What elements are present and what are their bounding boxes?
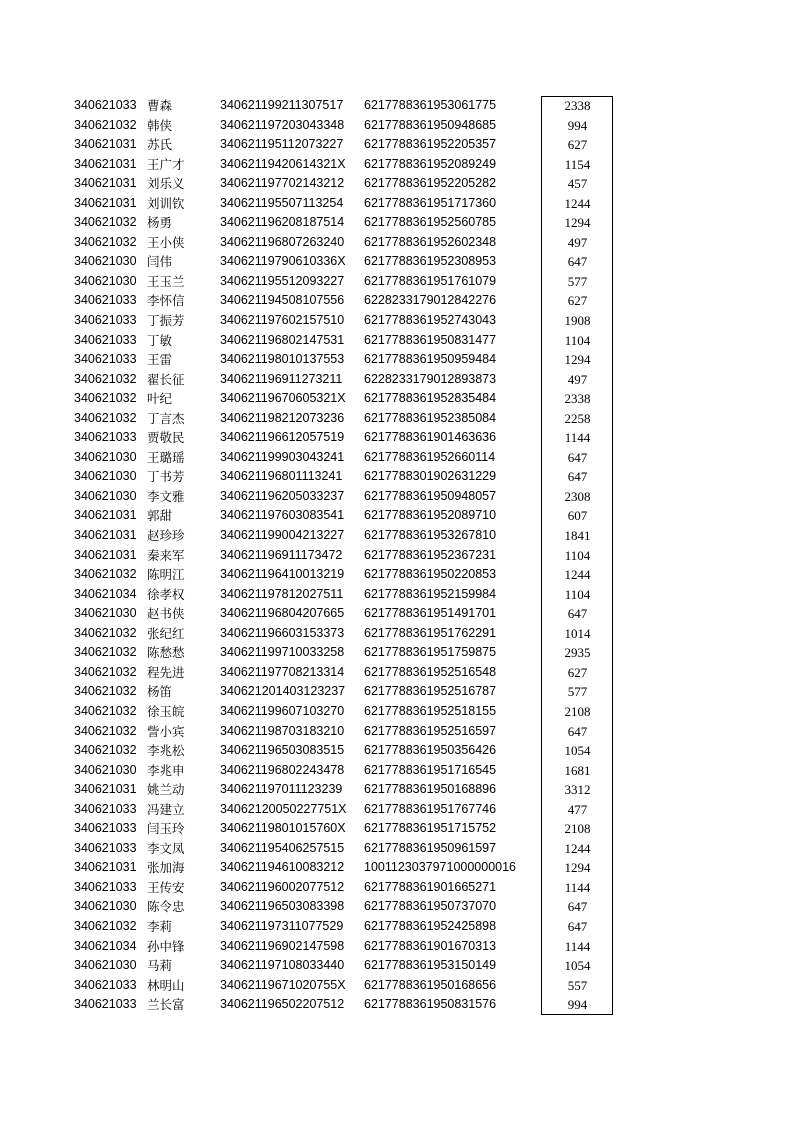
row-account-cell: 6217788361950737070 — [364, 899, 497, 914]
row-account-cell: 6217788361951762291 — [364, 625, 497, 640]
row-amount-cell: 647 — [567, 606, 588, 622]
row-id-number-cell: 340621199607103270 — [220, 703, 345, 718]
row-name-cell: 丁言杰 — [147, 410, 185, 426]
row-account-cell: 6228233179012893873 — [364, 371, 497, 386]
row-amount-cell: 647 — [567, 899, 588, 915]
row-code-cell: 340621032 — [74, 215, 137, 230]
row-amount-cell: 2308 — [564, 488, 591, 504]
row-account-cell: 6217788361952516548 — [364, 664, 497, 679]
row-amount-cell: 557 — [567, 977, 588, 993]
row-code-cell: 340621031 — [74, 508, 137, 523]
row-id-number-cell: 340621196002077512 — [220, 879, 345, 894]
row-account-cell: 6217788361952602348 — [364, 234, 497, 249]
row-account-cell: 6217788361951715752 — [364, 821, 497, 836]
row-amount-cell: 1244 — [564, 567, 591, 583]
row-amount-cell: 627 — [567, 293, 588, 309]
row-account-cell: 6217788361952743043 — [364, 313, 497, 328]
row-amount-cell: 647 — [567, 449, 588, 465]
row-code-cell: 340621031 — [74, 195, 137, 210]
row-code-cell: 340621033 — [74, 293, 137, 308]
row-name-cell: 陈愁愁 — [147, 645, 185, 661]
row-code-cell: 340621030 — [74, 469, 137, 484]
row-id-number-cell: 340621195406257515 — [220, 840, 345, 855]
row-code-cell: 340621034 — [74, 938, 137, 953]
row-account-cell: 6217788361950356426 — [364, 743, 497, 758]
row-account-cell: 6217788361950831477 — [364, 332, 497, 347]
row-id-number-cell: 340621196612057519 — [220, 430, 345, 445]
row-code-cell: 340621032 — [74, 371, 137, 386]
row-code-cell: 340621033 — [74, 430, 137, 445]
row-account-cell: 6217788361952835484 — [364, 391, 497, 406]
row-amount-cell: 577 — [567, 273, 588, 289]
row-name-cell: 马莉 — [147, 958, 173, 974]
row-name-cell: 闫玉玲 — [147, 821, 185, 837]
row-id-number-cell: 340621196807263240 — [220, 234, 345, 249]
row-id-number-cell: 340621198010137553 — [220, 352, 345, 367]
row-name-cell: 韩侠 — [147, 117, 173, 133]
row-account-cell: 6217788361951767746 — [364, 801, 497, 816]
row-id-number-cell: 34062119670605321X — [220, 391, 346, 406]
row-name-cell: 王传安 — [147, 879, 185, 895]
row-amount-cell: 497 — [567, 371, 588, 387]
row-name-cell: 徐玉皖 — [147, 703, 185, 719]
row-account-cell: 6217788361950168656 — [364, 977, 497, 992]
row-name-cell: 赵书侠 — [147, 606, 185, 622]
row-code-cell: 340621031 — [74, 547, 137, 562]
row-account-cell: 6217788361950168896 — [364, 782, 497, 797]
row-id-number-cell: 340621199004213227 — [220, 528, 345, 543]
row-account-cell: 6217788361952159984 — [364, 586, 497, 601]
row-code-cell: 340621031 — [74, 782, 137, 797]
row-name-cell: 兰长富 — [147, 997, 185, 1013]
row-code-cell: 340621033 — [74, 98, 137, 112]
row-name-cell: 冯建立 — [147, 801, 185, 817]
row-id-number-cell: 340621195112073227 — [220, 137, 344, 152]
row-id-number-cell: 34062119790610336X — [220, 254, 346, 269]
row-account-cell: 6217788361951759875 — [364, 645, 497, 660]
row-name-cell: 闫伟 — [147, 254, 173, 270]
row-account-cell: 6217788301902631229 — [364, 469, 497, 484]
row-amount-cell: 1908 — [564, 313, 591, 329]
row-name-cell: 秦来军 — [147, 547, 185, 563]
row-id-number-cell: 34062119420614321X — [220, 156, 346, 171]
row-amount-cell: 2108 — [564, 703, 591, 719]
row-id-number-cell: 340621197311077529 — [220, 918, 344, 933]
row-amount-cell: 1054 — [564, 743, 591, 759]
row-amount-cell: 647 — [567, 469, 588, 485]
row-id-number-cell: 340621199710033258 — [220, 645, 345, 660]
row-name-cell: 丁振芳 — [147, 313, 185, 329]
row-name-cell: 訾小宾 — [147, 723, 185, 739]
row-account-cell: 6217788361952385084 — [364, 410, 497, 425]
row-amount-cell: 1054 — [564, 958, 591, 974]
row-code-cell: 340621032 — [74, 567, 137, 582]
row-amount-cell: 994 — [567, 997, 588, 1013]
row-code-cell: 340621030 — [74, 488, 137, 503]
row-name-cell: 王广才 — [147, 156, 185, 172]
row-code-cell: 340621030 — [74, 958, 137, 973]
row-amount-cell: 647 — [567, 723, 588, 739]
row-code-cell: 340621032 — [74, 234, 137, 249]
row-id-number-cell: 34062120050227751X — [220, 801, 347, 816]
row-name-cell: 刘训钦 — [147, 195, 185, 211]
row-amount-cell: 1294 — [564, 860, 591, 876]
row-id-number-cell: 340621196911273211 — [220, 371, 343, 386]
row-name-cell: 王小侠 — [147, 234, 185, 250]
row-name-cell: 叶纪 — [147, 391, 173, 407]
row-amount-cell: 994 — [567, 117, 588, 133]
row-id-number-cell: 340621197603083541 — [220, 508, 345, 523]
row-name-cell: 李兆申 — [147, 762, 185, 778]
row-amount-cell: 2338 — [564, 391, 591, 407]
row-name-cell: 林明山 — [147, 977, 185, 993]
row-name-cell: 李怀信 — [147, 293, 185, 309]
row-amount-cell: 647 — [567, 918, 588, 934]
row-code-cell: 340621032 — [74, 723, 137, 738]
row-amount-cell: 1104 — [564, 332, 591, 348]
row-amount-cell: 1294 — [564, 352, 591, 368]
row-name-cell: 杨勇 — [147, 215, 173, 231]
row-amount-cell: 1144 — [564, 879, 591, 895]
row-account-cell: 6217788361950831576 — [364, 997, 497, 1012]
row-account-cell: 6217788361952516787 — [364, 684, 497, 699]
row-code-cell: 340621032 — [74, 410, 137, 425]
row-code-cell: 340621033 — [74, 879, 137, 894]
row-id-number-cell: 340621197011123239 — [220, 782, 343, 797]
row-amount-cell: 1144 — [564, 938, 591, 954]
row-account-cell: 6228233179012842276 — [364, 293, 497, 308]
row-account-cell: 6217788361953061775 — [364, 98, 497, 112]
row-name-cell: 陈明江 — [147, 567, 185, 583]
row-code-cell: 340621032 — [74, 625, 137, 640]
row-code-cell: 340621033 — [74, 801, 137, 816]
row-name-cell: 丁书芳 — [147, 469, 185, 485]
row-amount-cell: 3312 — [564, 782, 591, 798]
row-amount-cell: 1104 — [564, 547, 591, 563]
row-account-cell: 6217788361951761079 — [364, 273, 497, 288]
row-account-cell: 6217788361950948057 — [364, 488, 497, 503]
row-code-cell: 340621031 — [74, 860, 137, 875]
row-code-cell: 340621030 — [74, 273, 137, 288]
row-id-number-cell: 340621196503083515 — [220, 743, 345, 758]
row-code-cell: 340621032 — [74, 664, 137, 679]
row-account-cell: 6217788361952560785 — [364, 215, 497, 230]
row-id-number-cell: 340621195507113254 — [220, 195, 344, 210]
row-id-number-cell: 340621196208187514 — [220, 215, 345, 230]
row-account-cell: 6217788361952516597 — [364, 723, 497, 738]
row-code-cell: 340621031 — [74, 176, 137, 191]
row-id-number-cell: 340621196801113241 — [220, 469, 343, 484]
row-amount-cell: 1144 — [564, 430, 591, 446]
row-code-cell: 340621033 — [74, 997, 137, 1012]
row-name-cell: 徐孝权 — [147, 586, 185, 602]
row-amount-cell: 627 — [567, 137, 588, 153]
row-account-cell: 6217788361952518155 — [364, 703, 497, 718]
row-id-number-cell: 340621197812027511 — [220, 586, 344, 601]
row-code-cell: 340621032 — [74, 703, 137, 718]
row-id-number-cell: 340621199903043241 — [220, 449, 345, 464]
row-account-cell: 6217788361952425898 — [364, 918, 497, 933]
row-name-cell: 孙中锋 — [147, 938, 185, 954]
row-amount-cell: 607 — [567, 508, 588, 524]
row-name-cell: 曹森 — [147, 98, 173, 113]
row-code-cell: 340621034 — [74, 586, 137, 601]
row-amount-cell: 1014 — [564, 625, 591, 641]
row-account-cell: 6217788361952660114 — [364, 449, 496, 464]
row-account-cell: 6217788361952089249 — [364, 156, 497, 171]
row-amount-cell: 577 — [567, 684, 588, 700]
row-account-cell: 6217788361953150149 — [364, 958, 497, 973]
row-code-cell: 340621032 — [74, 645, 137, 660]
row-account-cell: 6217788361952205282 — [364, 176, 497, 191]
row-name-cell: 张纪红 — [147, 625, 185, 641]
row-account-cell: 6217788361901463636 — [364, 430, 497, 445]
row-id-number-cell: 340621196502207512 — [220, 997, 345, 1012]
row-code-cell: 340621030 — [74, 449, 137, 464]
row-account-cell: 6217788361901665271 — [364, 879, 497, 894]
row-name-cell: 李文凤 — [147, 840, 185, 856]
row-id-number-cell: 340621196410013219 — [220, 567, 345, 582]
row-code-cell: 340621032 — [74, 918, 137, 933]
row-name-cell: 苏氏 — [147, 137, 173, 153]
row-id-number-cell: 340621198703183210 — [220, 723, 345, 738]
row-name-cell: 程先进 — [147, 664, 185, 680]
row-account-cell: 6217788361952308953 — [364, 254, 497, 269]
row-account-cell: 6217788361901670313 — [364, 938, 497, 953]
row-id-number-cell: 340621201403123237 — [220, 684, 346, 699]
row-name-cell: 李兆松 — [147, 743, 185, 759]
row-account-cell: 6217788361951491701 — [364, 606, 497, 621]
row-code-cell: 340621030 — [74, 606, 137, 621]
row-account-cell: 6217788361952089710 — [364, 508, 497, 523]
row-code-cell: 340621033 — [74, 840, 137, 855]
row-account-cell: 6217788361952367231 — [364, 547, 497, 562]
row-amount-cell: 1681 — [564, 762, 591, 778]
row-code-cell: 340621031 — [74, 137, 137, 152]
row-amount-cell: 1244 — [564, 195, 591, 211]
row-name-cell: 贾敬民 — [147, 430, 185, 446]
row-name-cell: 张加海 — [147, 860, 185, 876]
row-name-cell: 翟长征 — [147, 371, 185, 387]
row-code-cell: 340621032 — [74, 391, 137, 406]
row-code-cell: 340621030 — [74, 762, 137, 777]
row-code-cell: 340621031 — [74, 156, 137, 171]
row-id-number-cell: 340621196205033237 — [220, 488, 345, 503]
row-id-number-cell: 340621196802243478 — [220, 762, 345, 777]
row-amount-cell: 1841 — [564, 528, 591, 544]
row-name-cell: 王雷 — [147, 352, 173, 368]
row-id-number-cell: 340621196503083398 — [220, 899, 345, 914]
row-amount-cell: 1294 — [564, 215, 591, 231]
row-code-cell: 340621033 — [74, 352, 137, 367]
row-account-cell: 6217788361950948685 — [364, 117, 497, 132]
row-id-number-cell: 34062119801015760X — [220, 821, 346, 836]
row-amount-cell: 2108 — [564, 821, 591, 837]
row-code-cell: 340621030 — [74, 899, 137, 914]
row-amount-cell: 457 — [567, 176, 588, 192]
row-id-number-cell: 340621196802147531 — [220, 332, 345, 347]
row-name-cell: 赵珍珍 — [147, 528, 185, 544]
row-id-number-cell: 340621197203043348 — [220, 117, 345, 132]
row-code-cell: 340621030 — [74, 254, 137, 269]
row-name-cell: 王璐瑶 — [147, 449, 185, 465]
row-id-number-cell: 340621196911173472 — [220, 547, 343, 562]
row-amount-cell: 1104 — [564, 586, 591, 602]
row-name-cell: 丁敏 — [147, 332, 173, 348]
row-amount-cell: 477 — [567, 801, 588, 817]
row-account-cell: 6217788361952205357 — [364, 137, 497, 152]
row-amount-cell: 497 — [567, 234, 588, 250]
row-name-cell: 陈令忠 — [147, 899, 185, 915]
row-id-number-cell: 340621195512093227 — [220, 273, 345, 288]
row-id-number-cell: 340621199211307517 — [220, 98, 344, 112]
row-account-cell: 6217788361950961597 — [364, 840, 497, 855]
row-id-number-cell: 340621196804207665 — [220, 606, 345, 621]
row-name-cell: 刘乐义 — [147, 176, 185, 192]
row-code-cell: 340621033 — [74, 332, 137, 347]
row-id-number-cell: 340621198212073236 — [220, 410, 345, 425]
row-name-cell: 李文雅 — [147, 488, 185, 504]
row-code-cell: 340621031 — [74, 528, 137, 543]
row-code-cell: 340621033 — [74, 977, 137, 992]
row-id-number-cell: 340621196603153373 — [220, 625, 345, 640]
row-name-cell: 杨笛 — [147, 684, 173, 700]
row-account-cell: 6217788361950220853 — [364, 567, 497, 582]
row-id-number-cell: 340621196902147598 — [220, 938, 345, 953]
row-code-cell: 340621033 — [74, 313, 137, 328]
row-name-cell: 姚兰动 — [147, 782, 185, 798]
row-code-cell: 340621032 — [74, 684, 137, 699]
row-amount-cell: 1244 — [564, 840, 591, 856]
row-id-number-cell: 340621197602157510 — [220, 313, 345, 328]
row-id-number-cell: 340621197702143212 — [220, 176, 345, 191]
row-amount-cell: 627 — [567, 664, 588, 680]
row-account-cell: 6217788361951716545 — [364, 762, 497, 777]
row-code-cell: 340621032 — [74, 117, 137, 132]
row-id-number-cell: 340621197708213314 — [220, 664, 345, 679]
row-code-cell: 340621033 — [74, 821, 137, 836]
row-id-number-cell: 340621194508107556 — [220, 293, 345, 308]
row-account-cell: 6217788361950959484 — [364, 352, 497, 367]
row-account-cell: 1001123037971000000016 — [364, 860, 517, 875]
row-account-cell: 6217788361953267810 — [364, 528, 497, 543]
row-id-number-cell: 34062119671020755X — [220, 977, 346, 992]
row-amount-cell: 2258 — [564, 410, 591, 426]
row-amount-cell: 1154 — [564, 156, 591, 172]
row-amount-cell: 2338 — [564, 98, 591, 113]
row-code-cell: 340621032 — [74, 743, 137, 758]
row-name-cell: 王玉兰 — [147, 273, 185, 289]
row-amount-cell: 2935 — [564, 645, 591, 661]
row-account-cell: 6217788361951717360 — [364, 195, 497, 210]
row-id-number-cell: 340621194610083212 — [220, 860, 345, 875]
row-amount-cell: 647 — [567, 254, 588, 270]
row-id-number-cell: 340621197108033440 — [220, 958, 345, 973]
row-name-cell: 郭甜 — [147, 508, 173, 524]
row-name-cell: 李莉 — [147, 918, 173, 934]
